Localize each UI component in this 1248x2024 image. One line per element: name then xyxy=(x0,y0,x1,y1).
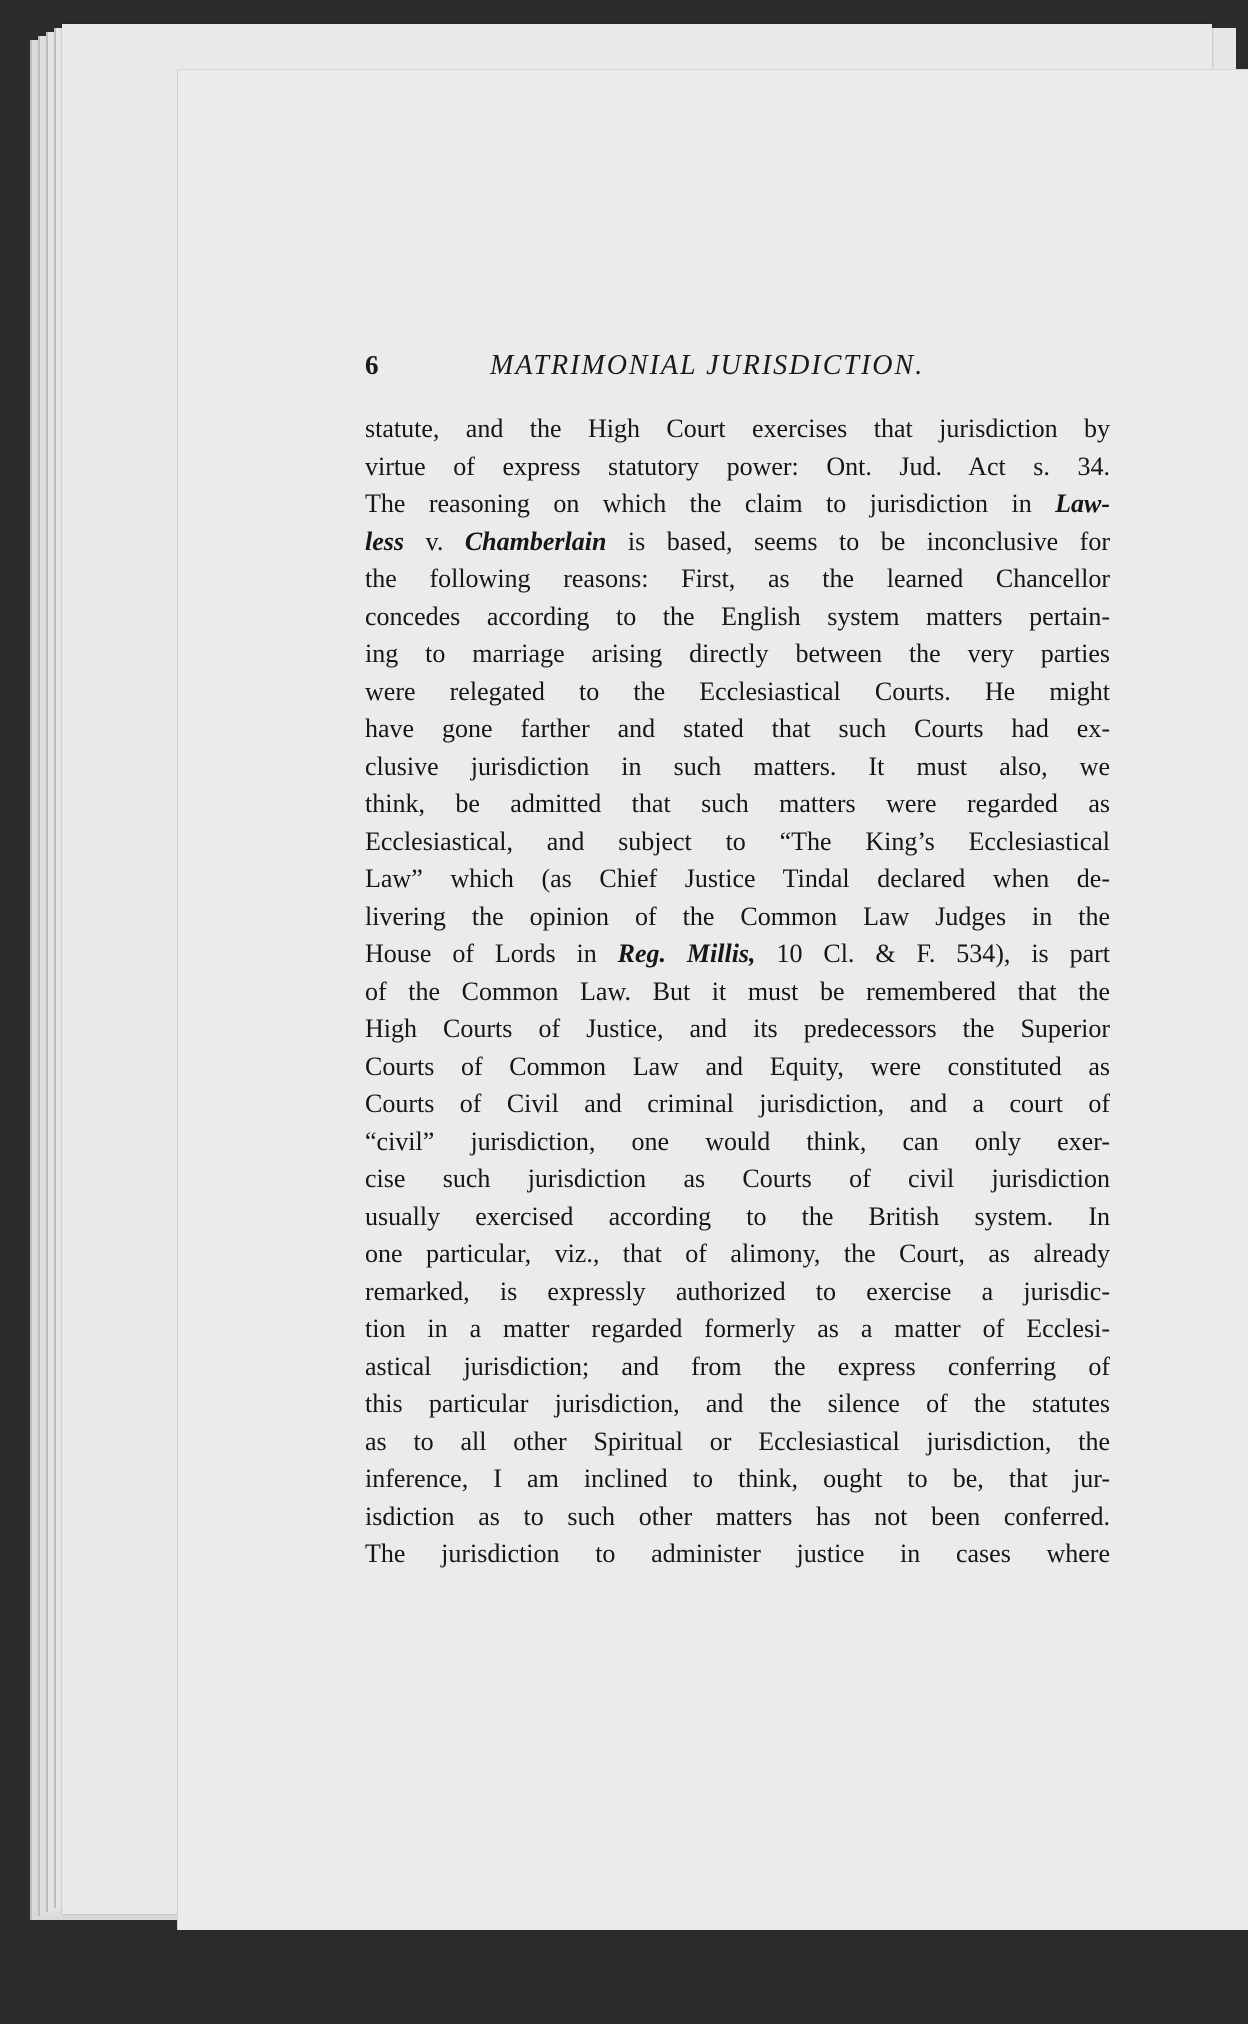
page-number: 6 xyxy=(365,350,379,380)
text-line: clusive jurisdiction in such matters. It must also, we xyxy=(365,751,1110,781)
text-line: the following reasons: First, as the learned Chancellor xyxy=(365,564,1110,593)
italic-text: Law- xyxy=(1055,489,1110,518)
running-title: MATRIMONIAL JURISDICTION. xyxy=(490,350,925,381)
text-line: cise such jurisdiction as Courts of civil jurisdiction xyxy=(365,1164,1110,1193)
text-line: were relegated to the Ecclesiastical Courts. He might xyxy=(365,676,1110,706)
text-line: statute, and the High Court exercises that jurisdiction by xyxy=(365,414,1110,443)
text-line: think, be admitted that such matters were regarded as xyxy=(365,789,1110,818)
text-line: as to all other Spiritual or Ecclesiastical jurisdiction, the xyxy=(365,1426,1110,1456)
text-line: isdiction as to such other matters has not been conferred. xyxy=(365,1501,1110,1531)
text-line: astical jurisdiction; and from the express conferring of xyxy=(365,1351,1110,1381)
italic-text: less xyxy=(365,526,404,556)
text-line: one particular, viz., that of alimony, the Court, as already xyxy=(365,1239,1110,1268)
text-line: Courts of Common Law and Equity, were constituted as xyxy=(365,1051,1110,1081)
text-line: this particular jurisdiction, and the silence of the statutes xyxy=(365,1389,1110,1418)
text-line: The jurisdiction to administer justice in cases where xyxy=(365,1539,1110,1568)
text-line: Courts of Civil and criminal jurisdiction, and a court of xyxy=(365,1089,1110,1118)
text-line: ing to marriage arising directly between the very parties xyxy=(365,639,1110,668)
text-line: concedes according to the English system matters pertain- xyxy=(365,601,1110,631)
text-line: of the Common Law. But it must be remembered that the xyxy=(365,976,1110,1006)
text-line: The reasoning on which the claim to jurisdiction in Law- xyxy=(365,489,1110,518)
text-line: tion in a matter regarded formerly as a matter of Ecclesi- xyxy=(365,1314,1110,1343)
italic-text: Chamberlain xyxy=(464,526,607,556)
body-text xyxy=(365,410,1110,1573)
italic-text: Reg. Millis, xyxy=(617,939,756,968)
text-line: Law” which (as Chief Justice Tindal declared when de- xyxy=(365,864,1110,893)
text-line: virtue of express statutory power: Ont. Jud. Act s. 34. xyxy=(365,451,1110,481)
text-line: House of Lords in Reg. Millis, 10 Cl. & F. 534), is part xyxy=(365,939,1110,968)
text-line: less v. Chamberlain is based, seems to be inconclusive for xyxy=(365,526,1110,556)
text-line: remarked, is expressly authorized to exercise a jurisdic- xyxy=(365,1276,1110,1306)
text-line: High Courts of Justice, and its predecessors the Superior xyxy=(365,1014,1110,1043)
text-line: inference, I am inclined to think, ought to be, that jur- xyxy=(365,1464,1110,1493)
text-line: livering the opinion of the Common Law Judges in the xyxy=(365,901,1110,931)
page-header xyxy=(365,350,1110,390)
text-line: Ecclesiastical, and subject to “The King’s Ecclesiastical xyxy=(365,826,1110,856)
text-line: “civil” jurisdiction, one would think, can only exer- xyxy=(365,1126,1110,1156)
text-line: have gone farther and stated that such Courts had ex- xyxy=(365,714,1110,743)
text-line: usually exercised according to the British system. In xyxy=(365,1201,1110,1231)
